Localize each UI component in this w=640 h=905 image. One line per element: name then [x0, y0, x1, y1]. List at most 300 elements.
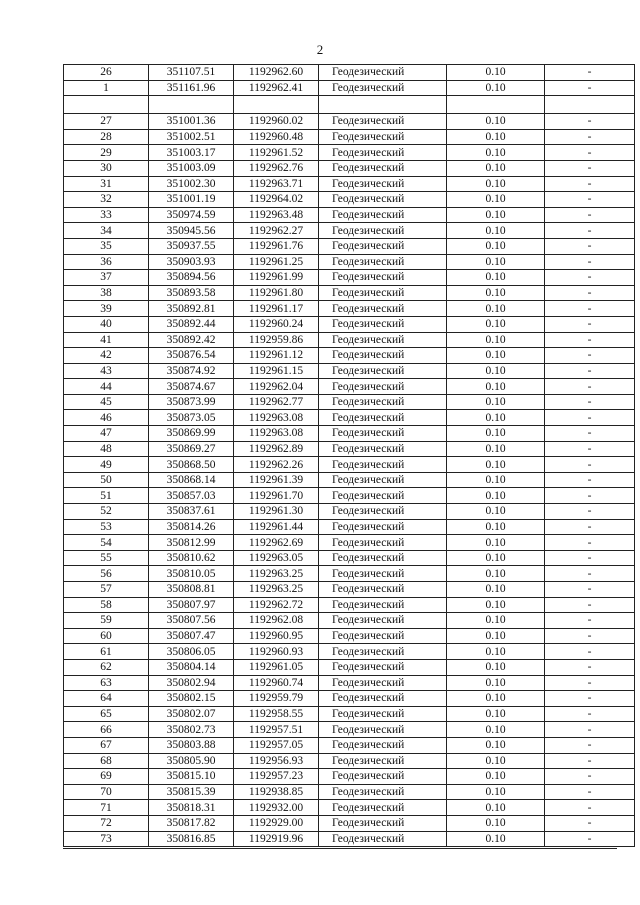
x-coordinate-cell: 350802.07: [149, 706, 234, 722]
table-row: [64, 815, 635, 831]
description-cell: -: [545, 441, 635, 457]
method-cell: Геодезический: [319, 659, 447, 675]
y-coordinate-cell: 1192963.48: [234, 207, 319, 223]
method-cell: Геодезический: [319, 441, 447, 457]
accuracy-cell: 0.10: [447, 129, 545, 145]
method-cell: Геодезический: [319, 223, 447, 239]
x-coordinate-cell: 351001.19: [149, 192, 234, 208]
x-coordinate-cell: 350974.59: [149, 207, 234, 223]
accuracy-cell: 0.10: [447, 160, 545, 176]
table-row: [64, 348, 635, 364]
accuracy-cell: 0.10: [447, 535, 545, 551]
point-number-cell: 54: [64, 535, 149, 551]
accuracy-cell: 0.10: [447, 223, 545, 239]
method-cell: Геодезический: [319, 675, 447, 691]
point-number-cell: [64, 96, 149, 114]
method-cell: Геодезический: [319, 270, 447, 286]
x-coordinate-cell: 350893.58: [149, 285, 234, 301]
y-coordinate-cell: 1192961.39: [234, 472, 319, 488]
y-coordinate-cell: 1192919.96: [234, 831, 319, 847]
description-cell: -: [545, 566, 635, 582]
table-row: [64, 394, 635, 410]
point-number-cell: 61: [64, 644, 149, 660]
table-row: [64, 800, 635, 816]
y-coordinate-cell: 1192957.23: [234, 769, 319, 785]
description-cell: -: [545, 800, 635, 816]
accuracy-cell: 0.10: [447, 379, 545, 395]
accuracy-cell: 0.10: [447, 644, 545, 660]
description-cell: -: [545, 613, 635, 629]
table-row: [64, 301, 635, 317]
x-coordinate-cell: 350868.50: [149, 457, 234, 473]
method-cell: Геодезический: [319, 550, 447, 566]
method-cell: Геодезический: [319, 769, 447, 785]
accuracy-cell: 0.10: [447, 394, 545, 410]
point-number-cell: 50: [64, 472, 149, 488]
table-row: [64, 223, 635, 239]
accuracy-cell: 0.10: [447, 504, 545, 520]
y-coordinate-cell: 1192963.71: [234, 176, 319, 192]
page-frame-line: [63, 848, 617, 849]
method-cell: Геодезический: [319, 176, 447, 192]
accuracy-cell: 0.10: [447, 691, 545, 707]
table-row: [64, 769, 635, 785]
x-coordinate-cell: 350903.93: [149, 254, 234, 270]
table-row: [64, 784, 635, 800]
method-cell: Геодезический: [319, 207, 447, 223]
x-coordinate-cell: 350802.73: [149, 722, 234, 738]
coordinates-table: [63, 64, 635, 847]
point-number-cell: 45: [64, 394, 149, 410]
y-coordinate-cell: 1192962.41: [234, 80, 319, 96]
x-coordinate-cell: 350803.88: [149, 737, 234, 753]
page-number: 2: [316, 42, 324, 57]
method-cell: Геодезический: [319, 488, 447, 504]
description-cell: -: [545, 238, 635, 254]
y-coordinate-cell: 1192960.48: [234, 129, 319, 145]
description-cell: -: [545, 348, 635, 364]
x-coordinate-cell: 350892.42: [149, 332, 234, 348]
accuracy-cell: 0.10: [447, 301, 545, 317]
description-cell: -: [545, 582, 635, 598]
point-number-cell: 26: [64, 65, 149, 81]
accuracy-cell: 0.10: [447, 613, 545, 629]
table-row: [64, 613, 635, 629]
x-coordinate-cell: 350815.10: [149, 769, 234, 785]
table-row: [64, 332, 635, 348]
description-cell: -: [545, 192, 635, 208]
x-coordinate-cell: 350807.97: [149, 597, 234, 613]
x-coordinate-cell: 350837.61: [149, 504, 234, 520]
x-coordinate-cell: 350945.56: [149, 223, 234, 239]
x-coordinate-cell: 351107.51: [149, 65, 234, 81]
point-number-cell: 70: [64, 784, 149, 800]
accuracy-cell: 0.10: [447, 348, 545, 364]
accuracy-cell: 0.10: [447, 332, 545, 348]
y-coordinate-cell: 1192961.12: [234, 348, 319, 364]
table-row: [64, 472, 635, 488]
x-coordinate-cell: 350857.03: [149, 488, 234, 504]
table-row: [64, 550, 635, 566]
table-row: [64, 96, 635, 114]
accuracy-cell: 0.10: [447, 722, 545, 738]
x-coordinate-cell: 350814.26: [149, 519, 234, 535]
accuracy-cell: 0.10: [447, 80, 545, 96]
description-cell: -: [545, 831, 635, 847]
description-cell: -: [545, 160, 635, 176]
description-cell: -: [545, 519, 635, 535]
method-cell: Геодезический: [319, 535, 447, 551]
y-coordinate-cell: 1192961.99: [234, 270, 319, 286]
method-cell: Геодезический: [319, 613, 447, 629]
description-cell: -: [545, 488, 635, 504]
point-number-cell: 57: [64, 582, 149, 598]
accuracy-cell: 0.10: [447, 207, 545, 223]
x-coordinate-cell: 350816.85: [149, 831, 234, 847]
table-row: [64, 457, 635, 473]
description-cell: -: [545, 769, 635, 785]
description-cell: -: [545, 753, 635, 769]
accuracy-cell: 0.10: [447, 457, 545, 473]
x-coordinate-cell: 350937.55: [149, 238, 234, 254]
table-row: [64, 535, 635, 551]
method-cell: Геодезический: [319, 192, 447, 208]
description-cell: -: [545, 550, 635, 566]
x-coordinate-cell: 350892.44: [149, 316, 234, 332]
point-number-cell: 69: [64, 769, 149, 785]
method-cell: Геодезический: [319, 582, 447, 598]
table-row: [64, 659, 635, 675]
description-cell: -: [545, 254, 635, 270]
x-coordinate-cell: 350868.14: [149, 472, 234, 488]
description-cell: -: [545, 722, 635, 738]
point-number-cell: 71: [64, 800, 149, 816]
method-cell: Геодезический: [319, 65, 447, 81]
x-coordinate-cell: 350873.05: [149, 410, 234, 426]
table-row: [64, 488, 635, 504]
point-number-cell: 48: [64, 441, 149, 457]
accuracy-cell: 0.10: [447, 238, 545, 254]
description-cell: -: [545, 784, 635, 800]
y-coordinate-cell: 1192960.74: [234, 675, 319, 691]
x-coordinate-cell: 350807.47: [149, 628, 234, 644]
coordinates-table-body: [64, 65, 635, 847]
point-number-cell: 34: [64, 223, 149, 239]
description-cell: -: [545, 316, 635, 332]
description-cell: -: [545, 737, 635, 753]
accuracy-cell: 0.10: [447, 316, 545, 332]
accuracy-cell: 0.10: [447, 659, 545, 675]
accuracy-cell: 0.10: [447, 410, 545, 426]
table-row: [64, 363, 635, 379]
description-cell: -: [545, 129, 635, 145]
point-number-cell: 52: [64, 504, 149, 520]
description-cell: [545, 96, 635, 114]
description-cell: -: [545, 597, 635, 613]
accuracy-cell: 0.10: [447, 472, 545, 488]
y-coordinate-cell: 1192961.30: [234, 504, 319, 520]
method-cell: Геодезический: [319, 753, 447, 769]
y-coordinate-cell: 1192962.26: [234, 457, 319, 473]
accuracy-cell: 0.10: [447, 784, 545, 800]
point-number-cell: 40: [64, 316, 149, 332]
accuracy-cell: 0.10: [447, 628, 545, 644]
y-coordinate-cell: 1192960.93: [234, 644, 319, 660]
point-number-cell: 47: [64, 426, 149, 442]
table-row: [64, 426, 635, 442]
method-cell: Геодезический: [319, 285, 447, 301]
table-row: [64, 628, 635, 644]
table-row: [64, 65, 635, 81]
y-coordinate-cell: 1192956.93: [234, 753, 319, 769]
point-number-cell: 59: [64, 613, 149, 629]
accuracy-cell: [447, 96, 545, 114]
y-coordinate-cell: 1192961.05: [234, 659, 319, 675]
table-row: [64, 129, 635, 145]
accuracy-cell: 0.10: [447, 426, 545, 442]
point-number-cell: 65: [64, 706, 149, 722]
point-number-cell: 73: [64, 831, 149, 847]
table-row: [64, 160, 635, 176]
method-cell: Геодезический: [319, 238, 447, 254]
table-row: [64, 753, 635, 769]
point-number-cell: 49: [64, 457, 149, 473]
point-number-cell: 29: [64, 145, 149, 161]
x-coordinate-cell: [149, 96, 234, 114]
accuracy-cell: 0.10: [447, 176, 545, 192]
method-cell: Геодезический: [319, 691, 447, 707]
table-row: [64, 238, 635, 254]
method-cell: Геодезический: [319, 410, 447, 426]
method-cell: Геодезический: [319, 722, 447, 738]
accuracy-cell: 0.10: [447, 192, 545, 208]
table-row: [64, 254, 635, 270]
y-coordinate-cell: 1192962.77: [234, 394, 319, 410]
y-coordinate-cell: 1192932.00: [234, 800, 319, 816]
y-coordinate-cell: 1192962.60: [234, 65, 319, 81]
point-number-cell: 62: [64, 659, 149, 675]
x-coordinate-cell: 350818.31: [149, 800, 234, 816]
method-cell: Геодезический: [319, 566, 447, 582]
accuracy-cell: 0.10: [447, 582, 545, 598]
y-coordinate-cell: 1192961.76: [234, 238, 319, 254]
point-number-cell: 64: [64, 691, 149, 707]
description-cell: -: [545, 332, 635, 348]
point-number-cell: 36: [64, 254, 149, 270]
method-cell: Геодезический: [319, 301, 447, 317]
table-row: [64, 270, 635, 286]
table-row: [64, 597, 635, 613]
point-number-cell: 31: [64, 176, 149, 192]
description-cell: -: [545, 65, 635, 81]
accuracy-cell: 0.10: [447, 737, 545, 753]
y-coordinate-cell: 1192962.69: [234, 535, 319, 551]
description-cell: -: [545, 394, 635, 410]
x-coordinate-cell: 350892.81: [149, 301, 234, 317]
table-row: [64, 691, 635, 707]
table-row: [64, 285, 635, 301]
method-cell: Геодезический: [319, 129, 447, 145]
accuracy-cell: 0.10: [447, 488, 545, 504]
x-coordinate-cell: 350876.54: [149, 348, 234, 364]
x-coordinate-cell: 350894.56: [149, 270, 234, 286]
point-number-cell: 44: [64, 379, 149, 395]
description-cell: -: [545, 363, 635, 379]
y-coordinate-cell: 1192962.76: [234, 160, 319, 176]
point-number-cell: 39: [64, 301, 149, 317]
point-number-cell: 30: [64, 160, 149, 176]
method-cell: Геодезический: [319, 457, 447, 473]
x-coordinate-cell: 351001.36: [149, 114, 234, 130]
method-cell: Геодезический: [319, 426, 447, 442]
x-coordinate-cell: 350806.05: [149, 644, 234, 660]
method-cell: Геодезический: [319, 379, 447, 395]
x-coordinate-cell: 350815.39: [149, 784, 234, 800]
accuracy-cell: 0.10: [447, 566, 545, 582]
y-coordinate-cell: 1192961.17: [234, 301, 319, 317]
y-coordinate-cell: [234, 96, 319, 114]
table-row: [64, 316, 635, 332]
y-coordinate-cell: 1192962.89: [234, 441, 319, 457]
y-coordinate-cell: 1192938.85: [234, 784, 319, 800]
method-cell: Геодезический: [319, 363, 447, 379]
method-cell: Геодезический: [319, 644, 447, 660]
method-cell: Геодезический: [319, 394, 447, 410]
point-number-cell: 46: [64, 410, 149, 426]
table-row: [64, 519, 635, 535]
x-coordinate-cell: 350807.56: [149, 613, 234, 629]
method-cell: Геодезический: [319, 815, 447, 831]
method-cell: Геодезический: [319, 597, 447, 613]
accuracy-cell: 0.10: [447, 114, 545, 130]
y-coordinate-cell: 1192961.15: [234, 363, 319, 379]
description-cell: -: [545, 815, 635, 831]
y-coordinate-cell: 1192961.25: [234, 254, 319, 270]
y-coordinate-cell: 1192959.86: [234, 332, 319, 348]
point-number-cell: 38: [64, 285, 149, 301]
point-number-cell: 51: [64, 488, 149, 504]
y-coordinate-cell: 1192964.02: [234, 192, 319, 208]
y-coordinate-cell: 1192963.05: [234, 550, 319, 566]
method-cell: Геодезический: [319, 114, 447, 130]
table-row: [64, 831, 635, 847]
x-coordinate-cell: 350812.99: [149, 535, 234, 551]
description-cell: -: [545, 691, 635, 707]
table-row: [64, 566, 635, 582]
y-coordinate-cell: 1192963.25: [234, 582, 319, 598]
accuracy-cell: 0.10: [447, 363, 545, 379]
point-number-cell: 60: [64, 628, 149, 644]
y-coordinate-cell: 1192929.00: [234, 815, 319, 831]
y-coordinate-cell: 1192961.80: [234, 285, 319, 301]
point-number-cell: 37: [64, 270, 149, 286]
method-cell: Геодезический: [319, 628, 447, 644]
accuracy-cell: 0.10: [447, 254, 545, 270]
accuracy-cell: 0.10: [447, 753, 545, 769]
x-coordinate-cell: 350804.14: [149, 659, 234, 675]
description-cell: -: [545, 410, 635, 426]
method-cell: Геодезический: [319, 737, 447, 753]
x-coordinate-cell: 350869.27: [149, 441, 234, 457]
description-cell: -: [545, 659, 635, 675]
table-row: [64, 706, 635, 722]
method-cell: Геодезический: [319, 348, 447, 364]
description-cell: -: [545, 114, 635, 130]
y-coordinate-cell: 1192963.25: [234, 566, 319, 582]
point-number-cell: 43: [64, 363, 149, 379]
method-cell: Геодезический: [319, 504, 447, 520]
accuracy-cell: 0.10: [447, 285, 545, 301]
point-number-cell: 72: [64, 815, 149, 831]
accuracy-cell: 0.10: [447, 65, 545, 81]
accuracy-cell: 0.10: [447, 769, 545, 785]
x-coordinate-cell: 351003.09: [149, 160, 234, 176]
x-coordinate-cell: 350874.92: [149, 363, 234, 379]
point-number-cell: 66: [64, 722, 149, 738]
y-coordinate-cell: 1192959.79: [234, 691, 319, 707]
accuracy-cell: 0.10: [447, 815, 545, 831]
table-row: [64, 410, 635, 426]
x-coordinate-cell: 350802.15: [149, 691, 234, 707]
description-cell: -: [545, 301, 635, 317]
x-coordinate-cell: 350810.05: [149, 566, 234, 582]
accuracy-cell: 0.10: [447, 831, 545, 847]
accuracy-cell: 0.10: [447, 675, 545, 691]
y-coordinate-cell: 1192962.04: [234, 379, 319, 395]
description-cell: -: [545, 675, 635, 691]
x-coordinate-cell: 351161.96: [149, 80, 234, 96]
method-cell: Геодезический: [319, 316, 447, 332]
accuracy-cell: 0.10: [447, 706, 545, 722]
y-coordinate-cell: 1192961.44: [234, 519, 319, 535]
table-row: [64, 675, 635, 691]
point-number-cell: 1: [64, 80, 149, 96]
method-cell: Геодезический: [319, 706, 447, 722]
x-coordinate-cell: 350808.81: [149, 582, 234, 598]
table-row: [64, 582, 635, 598]
accuracy-cell: 0.10: [447, 597, 545, 613]
table-row: [64, 80, 635, 96]
method-cell: Геодезический: [319, 254, 447, 270]
point-number-cell: 32: [64, 192, 149, 208]
y-coordinate-cell: 1192961.70: [234, 488, 319, 504]
accuracy-cell: 0.10: [447, 270, 545, 286]
x-coordinate-cell: 350873.99: [149, 394, 234, 410]
y-coordinate-cell: 1192961.52: [234, 145, 319, 161]
method-cell: [319, 96, 447, 114]
point-number-cell: 35: [64, 238, 149, 254]
description-cell: -: [545, 706, 635, 722]
method-cell: Геодезический: [319, 800, 447, 816]
table-row: [64, 192, 635, 208]
y-coordinate-cell: 1192963.08: [234, 426, 319, 442]
description-cell: -: [545, 207, 635, 223]
point-number-cell: 27: [64, 114, 149, 130]
description-cell: -: [545, 472, 635, 488]
method-cell: Геодезический: [319, 80, 447, 96]
description-cell: -: [545, 145, 635, 161]
table-row: [64, 722, 635, 738]
y-coordinate-cell: 1192963.08: [234, 410, 319, 426]
point-number-cell: 28: [64, 129, 149, 145]
method-cell: Геодезический: [319, 145, 447, 161]
y-coordinate-cell: 1192960.95: [234, 628, 319, 644]
accuracy-cell: 0.10: [447, 550, 545, 566]
accuracy-cell: 0.10: [447, 145, 545, 161]
method-cell: Геодезический: [319, 519, 447, 535]
point-number-cell: 63: [64, 675, 149, 691]
method-cell: Геодезический: [319, 332, 447, 348]
